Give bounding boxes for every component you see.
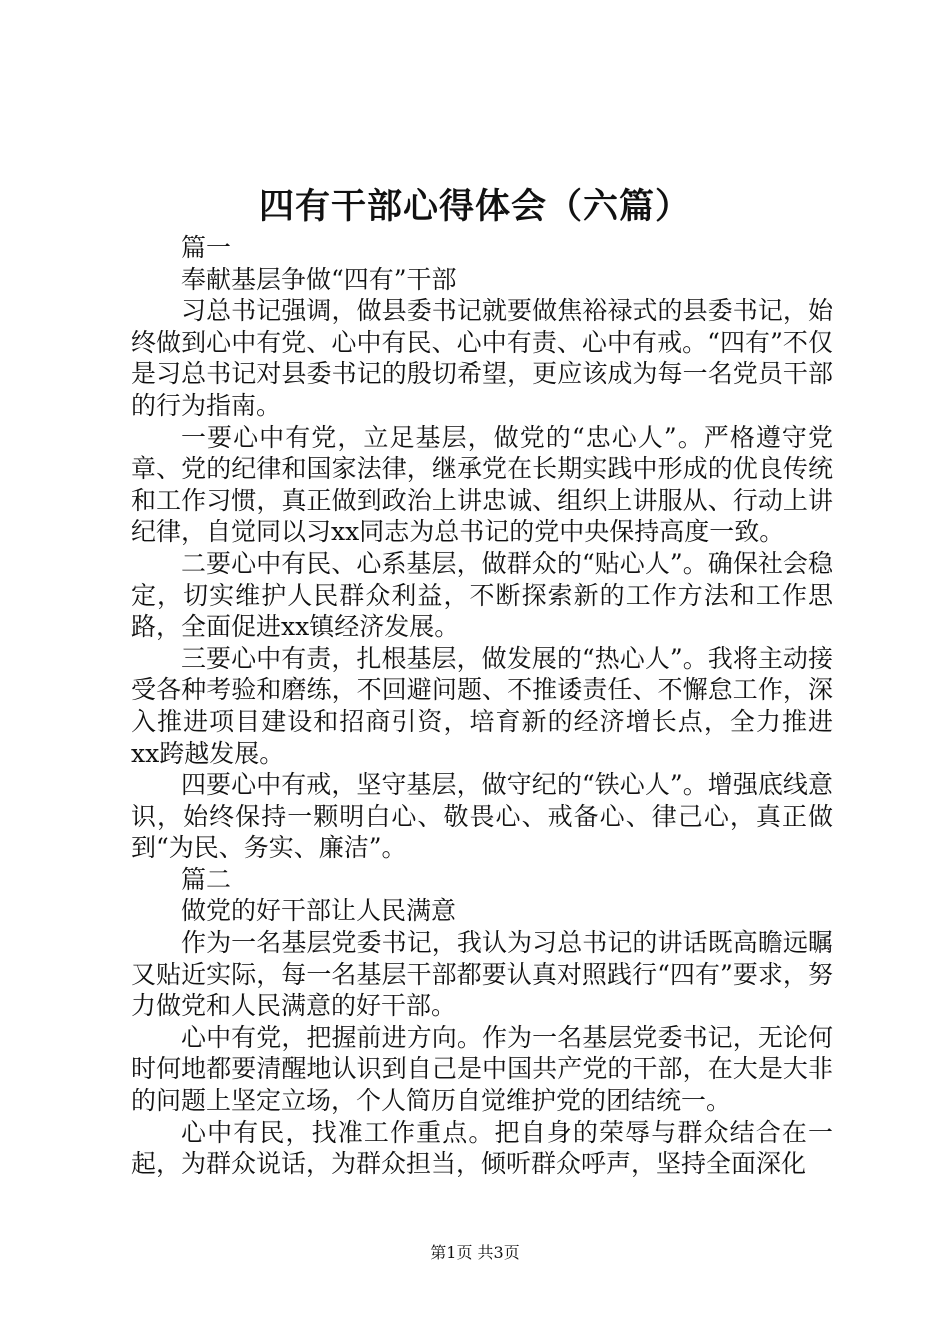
paragraph: 三要心中有责，扎根基层，做发展的“热心人”。我将主动接受各种考验和磨练，不回避问题、不推诿责任、不懈怠工作，深入推进项目建设和招商引资，培育新的经济增长点，全力推进xx跨越发展。 bbox=[131, 643, 833, 768]
paragraph: 四要心中有戒，坚守基层，做守纪的“铁心人”。增强底线意识，始终保持一颗明白心、敬畏心、戒备心、律己心，真正做到“为民、务实、廉洁”。 bbox=[131, 770, 833, 863]
document-body bbox=[131, 232, 833, 1180]
section-heading: 奉献基层争做“四有”干部 bbox=[181, 264, 457, 294]
paragraph: 心中有民，找准工作重点。把自身的荣辱与群众结合在一起，为群众说话，为群众担当，倾听群众呼声，坚持全面深化 bbox=[131, 1117, 833, 1179]
section-label: 篇一 bbox=[181, 233, 232, 262]
page-footer: 第1页 共3页 bbox=[430, 1243, 520, 1262]
paragraph: 二要心中有民、心系基层，做群众的“贴心人”。确保社会稳定，切实维护人民群众利益，不断探索新的工作方法和工作思路，全面促进xx镇经济发展。 bbox=[131, 548, 833, 642]
paragraph: 习总书记强调，做县委书记就要做焦裕禄式的县委书记，始终做到心中有党、心中有民、心中有责、心中有戒。“四有”不仅是习总书记对县委书记的殷切希望，更应该成为每一名党员干部的行为指南。 bbox=[131, 296, 833, 420]
section-heading: 做党的好干部让人民满意 bbox=[181, 896, 457, 926]
paragraph: 一要心中有党，立足基层，做党的“忠心人”。严格遵守党章、党的纪律和国家法律，继承党在长期实践中形成的优良传统和工作习惯，真正做到政治上讲忠诚、组织上讲服从、行动上讲纪律，自觉同以习xx同志为总书记的党中央保持高度一致。 bbox=[131, 422, 833, 547]
section-label: 篇二 bbox=[181, 864, 232, 894]
paragraph: 作为一名基层党委书记，我认为习总书记的讲话既高瞻远瞩又贴近实际，每一名基层干部都要认真对照践行“四有”要求，努力做党和人民满意的好干部。 bbox=[131, 928, 833, 1021]
page-title: 四有干部心得体会（六篇） bbox=[258, 186, 691, 227]
paragraph: 心中有党，把握前进方向。作为一名基层党委书记，无论何时何地都要清醒地认识到自己是中国共产党的干部，在大是大非的问题上坚定立场，个人简历自觉维护党的团结统一。 bbox=[131, 1022, 833, 1116]
